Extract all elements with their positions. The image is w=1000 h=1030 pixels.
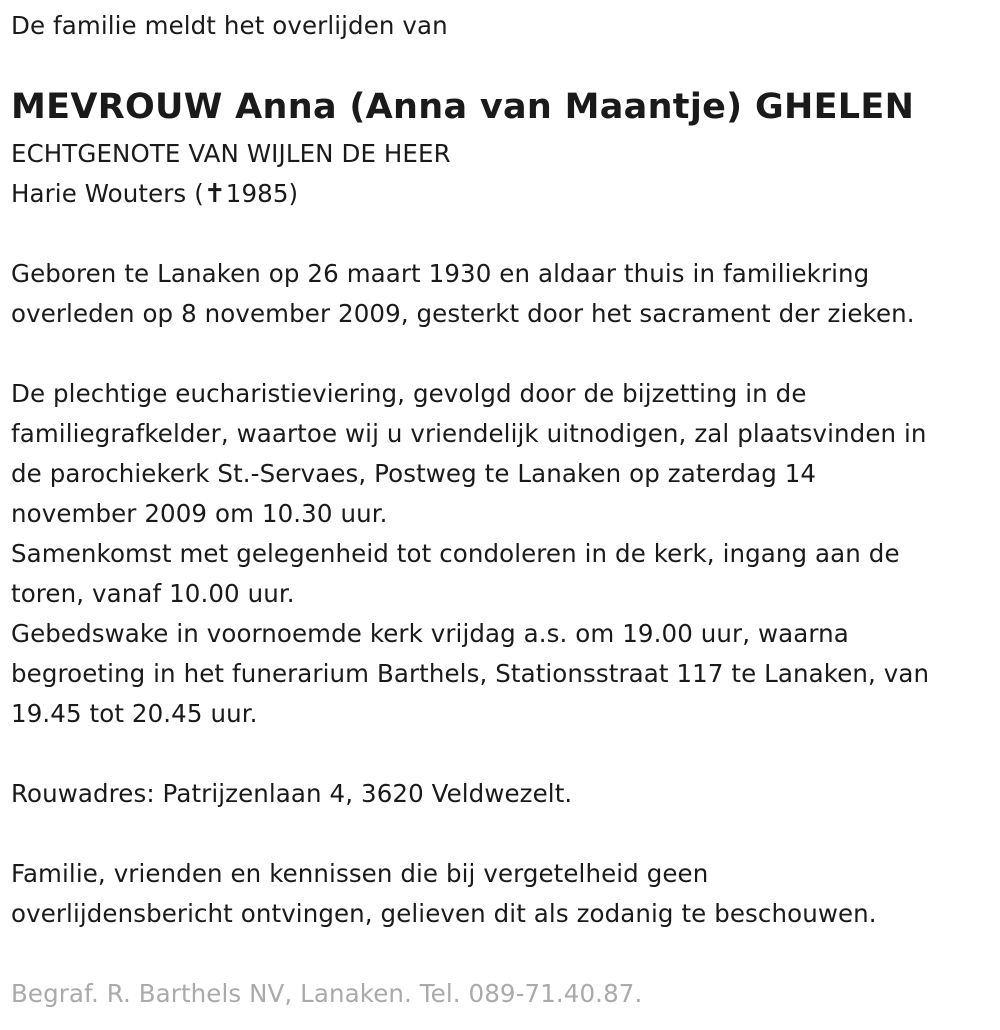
ceremony-line: 19.45 tot 20.45 uur. xyxy=(11,699,258,728)
ceremony-line: begroeting in het funerarium Barthels, Stationsstraat 117 te Lanaken, van xyxy=(11,659,930,688)
notice-line: overlijdensbericht ontvingen, gelieven dit als zodanig te beschouwen. xyxy=(11,899,877,928)
deceased-name: MEVROUW Anna (Anna van Maantje) GHELEN xyxy=(11,87,915,127)
birth-death-line: overleden op 8 november 2009, gesterkt door het sacrament der zieken. xyxy=(11,299,915,328)
ceremony-line: toren, vanaf 10.00 uur. xyxy=(11,579,295,608)
ceremony-line: de parochiekerk St.-Servaes, Postweg te Lanaken op zaterdag 14 xyxy=(11,459,817,488)
ceremony-line: De plechtige eucharistieviering, gevolgd door de bijzetting in de xyxy=(11,379,807,408)
undertaker-footer: Begraf. R. Barthels NV, Lanaken. Tel. 089-71.40.87. xyxy=(11,979,643,1008)
spouse-name: Harie Wouters ( xyxy=(11,179,204,208)
mourning-address: Rouwadres: Patrijzenlaan 4, 3620 Veldwezelt. xyxy=(11,779,573,808)
spouse-death-year: 1985) xyxy=(225,179,299,208)
birth-death-line: Geboren te Lanaken op 26 maart 1930 en aldaar thuis in familiekring xyxy=(11,259,870,288)
spouse-line xyxy=(11,174,298,214)
ceremony-line: Gebedswake in voornoemde kerk vrijdag a.s. om 19.00 uur, waarna xyxy=(11,619,849,648)
cross-icon: ✝ xyxy=(203,179,226,209)
ceremony-line: familiegrafkelder, waartoe wij u vriendelijk uitnodigen, zal plaatsvinden in xyxy=(11,419,927,448)
intro-text: De familie meldt het overlijden van xyxy=(11,11,448,40)
spouse-title: ECHTGENOTE VAN WIJLEN DE HEER xyxy=(11,139,451,168)
ceremony-line: november 2009 om 10.30 uur. xyxy=(11,499,388,528)
ceremony-line: Samenkomst met gelegenheid tot condoleren in de kerk, ingang aan de xyxy=(11,539,900,568)
notice-line: Familie, vrienden en kennissen die bij vergetelheid geen xyxy=(11,859,709,888)
